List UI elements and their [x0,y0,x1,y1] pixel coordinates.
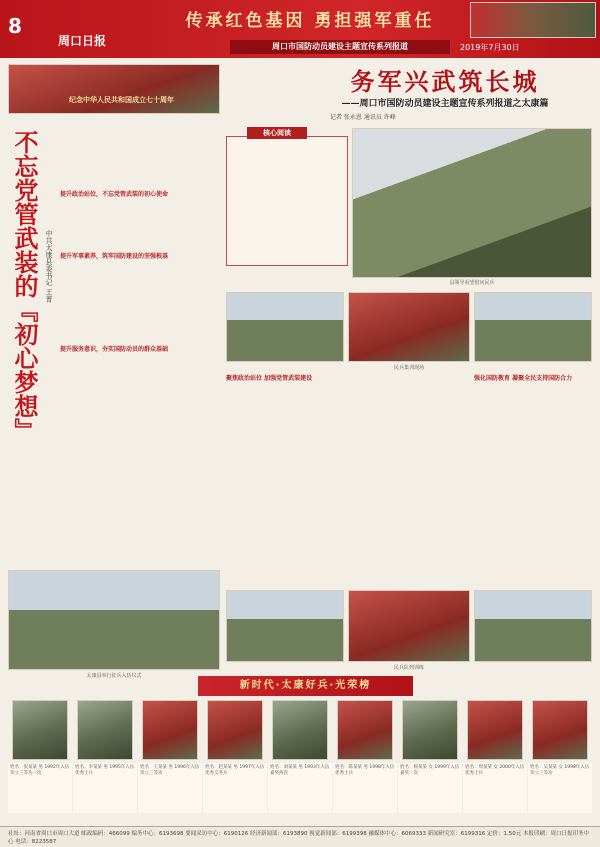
hero-card [203,700,267,813]
hero-bio: 姓名：杨某某 女 1999年入伍 嘉奖一次 [398,763,462,813]
drill-photo-2 [348,590,470,662]
anniversary-banner-image [8,64,220,114]
leaders-visit-caption: 县领导看望慰问民兵 [449,280,495,286]
banner-soldiers-image [470,2,596,38]
left-article-title: 不忘党管武装的『初心梦想』 [10,130,39,442]
hero-bio: 姓名：王某某 男 1996年入伍 荣立三等功 [138,763,202,813]
left-article-author: 中共太康县委书记 王菁 [45,230,53,303]
training-photo-2 [348,292,470,362]
hero-card [268,700,332,813]
hero-portrait [337,700,393,760]
hero-portrait [402,700,458,760]
hero-portrait [207,700,263,760]
feature-column-3 [474,384,592,584]
hero-portrait [77,700,133,760]
hero-portrait [12,700,68,760]
hero-portrait [467,700,523,760]
hero-bio: 姓名：赵某某 男 1997年入伍 优秀义务兵 [203,763,267,813]
drill-photo-3 [474,590,592,662]
feature-column-1 [226,384,348,584]
hero-portrait [532,700,588,760]
hero-portrait [272,700,328,760]
training-photo-3 [474,292,592,362]
hero-card [463,700,527,813]
hero-card [73,700,137,813]
feature-subhead-1: 聚焦政治站位 加强党管武装建设 [226,375,313,382]
leaders-visit-photo [352,128,592,278]
hero-portrait [142,700,198,760]
hero-bio: 姓名：周某某 女 2000年入伍 优秀士兵 [463,763,527,813]
feature-subhead-2: 强化国防教育 凝聚全民支持国防合力 [474,375,573,382]
hero-card [138,700,202,813]
core-reading-title: 核心阅读 [247,127,307,139]
feature-column-2 [350,374,470,584]
enlistment-photo-caption: 太康县举行征兵入伍仪式 [86,673,142,679]
feature-byline: 记者 张永恩 通讯员 许峰 [330,114,396,121]
hero-bio: 姓名：李某某 男 1995年入伍 优秀士兵 [73,763,137,813]
anniversary-caption: 纪念中华人民共和国成立七十周年 [69,96,174,104]
section-bar: 周口市国防动员建设主题宣传系列报道 [230,40,450,54]
hero-bio: 姓名：张某某 男 1992年入伍 荣立三等功一次 [8,763,72,813]
paper-name: 周口日报 [58,34,107,48]
feature-subtitle: ——周口市国防动员建设主题宣传系列报道之太康篇 [341,99,549,109]
issue-date: 2019年7月30日 [460,43,520,52]
left-article-intro [60,120,220,188]
left-subhead-1: 提升政治站位，不忘党管武装的初心使命 [60,191,169,198]
hero-bio: 姓名：刘某某 男 1993年入伍 嘉奖两次 [268,763,332,813]
core-reading-text [232,143,342,261]
page-footer: 社址：河南省周口市周口大道 邮政编码：466099 编务中心：6193698 要闻采访中心：6190126 经济新闻部：6193890 视觉新闻部：6199398 融媒体中心：6069333 新闻研究室：6199316 定价：1.50元 本报印刷：周口日报印务中心 电话：8223587 [0,826,600,847]
hero-bio: 姓名：陈某某 男 1998年入伍 优秀士兵 [333,763,397,813]
left-article-body-3 [8,356,220,566]
hero-card [333,700,397,813]
drill-photos-caption: 民兵队列训练 [393,665,424,671]
hero-card [8,700,72,813]
core-reading-box [226,136,348,266]
hero-card [398,700,462,813]
left-article-body-1 [60,200,220,250]
training-photos-caption: 民兵集训现场 [393,365,424,371]
left-subhead-3: 提升服务意识，夯实国防动员的群众基础 [60,346,169,353]
hero-bio: 姓名：吴某某 女 1998年入伍 荣立三等功 [528,763,592,813]
hero-card [528,700,592,813]
honor-roll-label: 新时代·太康好兵·光荣榜 [198,676,413,696]
enlistment-ceremony-photo [8,570,220,670]
left-subhead-2: 提升军事素养，筑牢国防建设的坚强根基 [60,253,169,260]
training-photo-1 [226,292,344,362]
page-banner [0,0,600,58]
page-number: 8 [8,14,22,38]
page-slogan: 传承红色基因 勇担强军重任 [185,11,435,31]
feature-title: 务军兴武筑长城 [350,67,540,96]
left-article-body-2 [60,262,220,342]
feature-intro-text [226,270,348,290]
drill-photo-1 [226,590,344,662]
